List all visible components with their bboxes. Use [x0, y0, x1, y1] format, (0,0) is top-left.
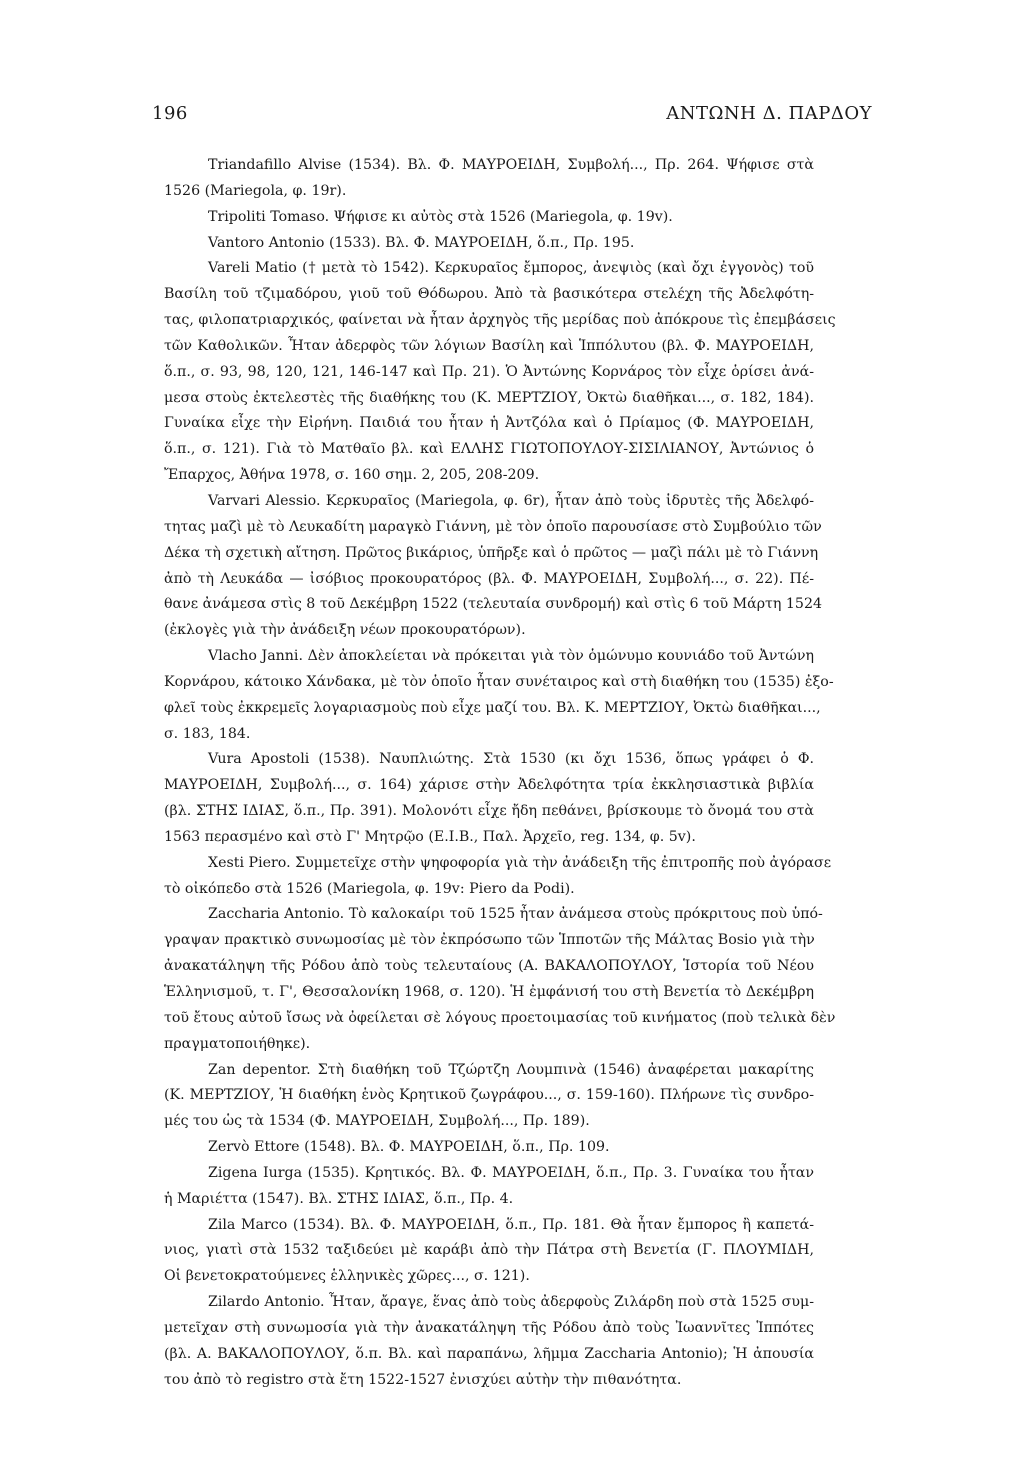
text-line: Varvari Alessio. Κερκυραῖος (Mariegola, φ. 6r), ἦταν ἀπὸ τοὺς ἱδρυτὲς τῆς Ἀδελφό-: [208, 492, 814, 509]
page-header: [152, 103, 872, 124]
text-line: πραγματοποιήθηκε).: [164, 1035, 311, 1052]
text-line: θανε ἀνάμεσα στὶς 8 τοῦ Δεκέμβρη 1522 (τελευταία συνδρομή) καὶ στὶς 6 τοῦ Μάρτη 1524: [164, 596, 823, 613]
text-line: ἀνακατάληψη τῆς Ρόδου ἀπὸ τοὺς τελευταίους (Α. ΒΑΚΑΛΟΠΟΥΛΟΥ, Ἱστορία τοῦ Νέου: [164, 958, 814, 975]
page-number: 196: [152, 103, 188, 124]
text-line: ἀπὸ τὴ Λευκάδα — ἰσόβιος προκουρατόρος (βλ. Φ. ΜΑΥΡΟΕΙΔΗ, Συμβολή..., σ. 22). Πέ-: [164, 570, 814, 587]
text-line: Zilardo Antonio. Ἦταν, ἄραγε, ἕνας ἀπὸ τοὺς ἀδερφοὺς Ζιλάρδη ποὺ στὰ 1525 συμ-: [208, 1294, 814, 1311]
text-line: τῶν Καθολικῶν. Ἦταν ἀδερφὸς τῶν λόγιων Βασίλη καὶ Ἱππόλυτου (βλ. Φ. ΜΑΥΡΟΕΙΔΗ,: [164, 337, 814, 354]
text-line: Zaccharia Antonio. Τὸ καλοκαίρι τοῦ 1525 ἦταν ἀνάμεσα στοὺς πρόκριτους ποὺ ὑπό-: [208, 906, 823, 923]
text-line: Γυναίκα εἶχε τὴν Εἰρήνη. Παιδιά του ἦταν ἡ Ἀντζόλα καὶ ὁ Πρίαμος (Φ. ΜΑΥΡΟΕΙΔΗ,: [164, 415, 814, 432]
text-line: γραψαν πρακτικὸ συνωμοσίας μὲ τὸν ἐκπρόσωπο τῶν Ἱπποτῶν τῆς Μάλτας Bosio γιὰ τὴν: [164, 932, 815, 949]
text-line: Οἱ βενετοκρατούμενες ἑλληνικὲς χῶρες..., σ. 121).: [164, 1268, 530, 1285]
text-line: μεσα στοὺς ἐκτελεστὲς τῆς διαθήκης του (Κ. ΜΕΡΤΖΙΟΥ, Ὀκτὼ διαθῆκαι..., σ. 182, 184).: [164, 389, 814, 406]
text-line: ὅ.π., σ. 121). Γιὰ τὸ Ματθαῖο βλ. καὶ ΕΛΛΗΣ ΓΙΩΤΟΠΟΥΛΟΥ-ΣΙΣΙΛΙΑΝΟΥ, Ἀντώνιος ὁ: [164, 441, 814, 458]
text-line: 1563 περασμένο καὶ στὸ Γ' Μητρῷο (Ε.Ι.Β., Παλ. Ἀρχεῖο, reg. 134, φ. 5v).: [164, 828, 696, 845]
text-line: τας, φιλοπατριαρχικός, φαίνεται νὰ ἦταν ἀρχηγὸς τῆς μερίδας ποὺ ἀπόκρουε τὶς ἐπεμβάσεις: [164, 312, 836, 329]
text-line: Tripoliti Tomaso. Ψήφισε κι αὐτὸς στὰ 1526 (Mariegola, φ. 19v).: [208, 208, 673, 225]
text-line: Vantoro Antonio (1533). Βλ. Φ. ΜΑΥΡΟΕΙΔΗ, ὅ.π., Πρ. 195.: [208, 234, 635, 251]
text-line: (Κ. ΜΕΡΤΖΙΟΥ, Ἡ διαθήκη ἑνὸς Κρητικοῦ ζωγράφου..., σ. 159-160). Πλήρωνε τὶς συνδρο-: [164, 1087, 814, 1104]
text-line: μετεῖχαν στὴ συνωμοσία γιὰ τὴν ἀνακατάληψη τῆς Ρόδου ἀπὸ τοὺς Ἰωαννῖτες Ἱππότες: [164, 1319, 814, 1336]
text-line: Xesti Piero. Συμμετεῖχε στὴν ψηφοφορία γιὰ τὴν ἀνάδειξη τῆς ἐπιτροπῆς ποὺ ἀγόρασε: [208, 854, 832, 871]
text-line: (ἐκλογὲς γιὰ τὴν ἀνάδειξη νέων προκουρατόρων).: [164, 622, 526, 639]
text-line: Triandafillo Alvise (1534). Βλ. Φ. ΜΑΥΡΟΕΙΔΗ, Συμβολή..., Πρ. 264. Ψήφισε στὰ: [208, 157, 814, 173]
text-line: Zan depentor. Στὴ διαθήκη τοῦ Τζώρτζη Λουμπινὰ (1546) ἀναφέρεται μακαρίτης: [208, 1061, 814, 1078]
text-line: τητας μαζὶ μὲ τὸ Λευκαδίτη μαραγκὸ Γιάννη, μὲ τὸν ὁποῖο παρουσίασε στὸ Συμβούλιο τῶν: [164, 518, 822, 535]
text-line: ἡ Μαριέττα (1547). Βλ. ΣΤΗΣ ΙΔΙΑΣ, ὅ.π., Πρ. 4.: [164, 1190, 514, 1207]
text-line: μές του ὡς τὰ 1534 (Φ. ΜΑΥΡΟΕΙΔΗ, Συμβολή..., Πρ. 189).: [164, 1113, 590, 1130]
text-line: (βλ. ΣΤΗΣ ΙΔΙΑΣ, ὅ.π., Πρ. 391). Μολονότι εἶχε ἤδη πεθάνει, βρίσκουμε τὸ ὄνομά του στὰ: [164, 803, 814, 820]
text-line: τὸ οἰκόπεδο στὰ 1526 (Mariegola, φ. 19v: Piero da Podi).: [164, 880, 575, 897]
text-line: φλεῖ τοὺς ἐκκρεμεῖς λογαριασμοὺς ποὺ εἶχε μαζί του. Βλ. Κ. ΜΕΡΤΖΙΟΥ, Ὀκτὼ διαθῆκαι...,: [164, 699, 821, 716]
text-line: Vlacho Janni. Δὲν ἀποκλείεται νὰ πρόκειται γιὰ τὸν ὁμώνυμο κουνιάδο τοῦ Ἀντώνη: [208, 648, 814, 665]
text-line: Vareli Matio († μετὰ τὸ 1542). Κερκυραῖος ἔμπορος, ἀνεψιὸς (καὶ ὄχι ἐγγονὸς) τοῦ: [208, 260, 814, 277]
text-line: Ἔπαρχος, Ἀθήνα 1978, σ. 160 σημ. 2, 205, 208-209.: [164, 467, 540, 484]
body-text: [164, 153, 836, 1394]
running-title: ΑΝΤΩΝΗ Δ. ΠΑΡΔΟΥ: [666, 103, 872, 124]
text-line: σ. 183, 184.: [164, 725, 251, 742]
text-line: ΜΑΥΡΟΕΙΔΗ, Συμβολή..., σ. 164) χάρισε στὴν Ἀδελφότητα τρία ἐκκλησιαστικὰ βιβλία: [164, 777, 814, 794]
text-line: ὅ.π., σ. 93, 98, 120, 121, 146-147 καὶ Πρ. 21). Ὁ Ἀντώνης Κορνάρος τὸν εἶχε ὁρίσει ἀνά-: [164, 363, 814, 380]
text-line: Zigena Iurga (1535). Κρητικός. Βλ. Φ. ΜΑΥΡΟΕΙΔΗ, ὅ.π., Πρ. 3. Γυναίκα του ἦταν: [208, 1164, 814, 1181]
text-line: νιος, γιατὶ στὰ 1532 ταξιδεύει μὲ καράβι ἀπὸ τὴν Πάτρα στὴ Βενετία (Γ. ΠΛΟΥΜΙΔΗ,: [164, 1242, 814, 1259]
text-line: τοῦ ἔτους αὐτοῦ ἴσως νὰ ὀφείλεται σὲ λόγους προετοιμασίας τοῦ κινήματος (ποὺ τελικὰ δὲν: [164, 1009, 836, 1026]
text-line: Βασίλη τοῦ τζιμαδόρου, γιοῦ τοῦ Θόδωρου. Ἀπὸ τὰ βασικότερα στελέχη τῆς Ἀδελφότη-: [164, 286, 814, 303]
text-line: Zervò Ettore (1548). Βλ. Φ. ΜΑΥΡΟΕΙΔΗ, ὅ.π., Πρ. 109.: [208, 1139, 610, 1156]
text-line: Ἑλληνισμοῦ, τ. Γ', Θεσσαλονίκη 1968, σ. 120). Ἡ ἐμφάνισή του στὴ Βενετία τὸ Δεκέμβρη: [164, 984, 814, 1000]
text-line: (βλ. Α. ΒΑΚΑΛΟΠΟΥΛΟΥ, ὅ.π. Βλ. καὶ παραπάνω, λῆμμα Zaccharia Antonio); Ἡ ἀπουσία: [164, 1345, 814, 1362]
text-line: 1526 (Mariegola, φ. 19r).: [164, 182, 347, 199]
text-line: Zila Marco (1534). Βλ. Φ. ΜΑΥΡΟΕΙΔΗ, ὅ.π., Πρ. 181. Θὰ ἦταν ἔμπορος ἢ καπετά-: [208, 1216, 814, 1233]
text-line: Δέκα τὴ σχετικὴ αἴτηση. Πρῶτος βικάριος, ὑπῆρξε καὶ ὁ πρῶτος — μαζὶ πάλι μὲ τὸ Γιάννη: [164, 544, 819, 561]
text-line: του ἀπὸ τὸ registro στὰ ἔτη 1522-1527 ἐνισχύει αὐτὴν τὴν πιθανότητα.: [164, 1371, 682, 1388]
text-line: Κορνάρου, κάτοικο Χάνδακα, μὲ τὸν ὁποῖο ἦταν συνέταιρος καὶ στὴ διαθήκη του (1535) ἐξο-: [164, 673, 834, 690]
text-line: Vura Apostoli (1538). Ναυπλιώτης. Στὰ 1530 (κι ὄχι 1536, ὅπως γράφει ὁ Φ.: [208, 751, 814, 768]
